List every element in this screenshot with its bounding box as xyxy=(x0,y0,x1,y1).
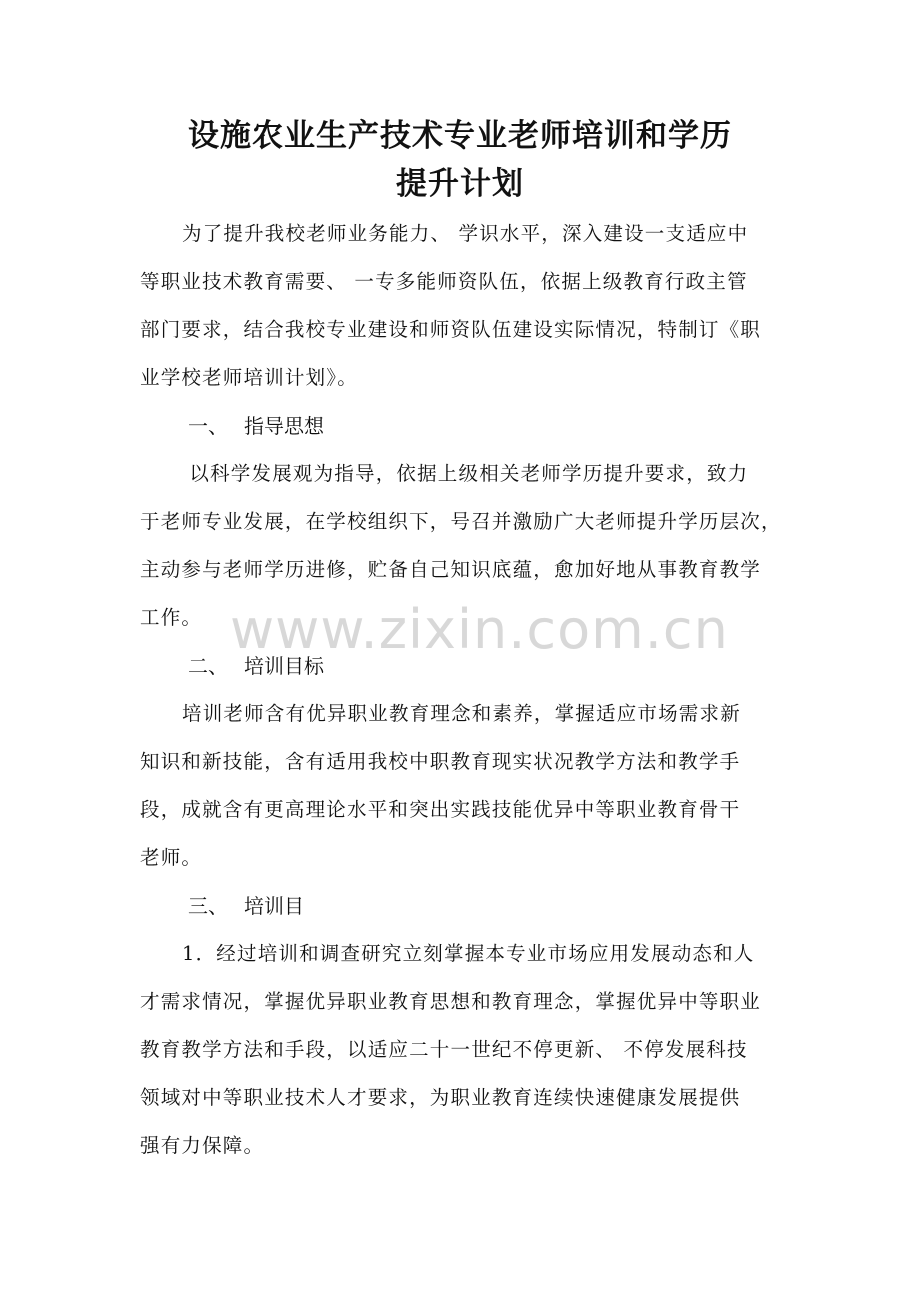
section-3-title: 培训目 xyxy=(244,894,304,918)
section-1-heading xyxy=(188,411,324,441)
section-3-line-2: 才需求情况，掌握优异职业教育思想和教育理念，掌握优异中等职业 xyxy=(140,990,762,1013)
section-3-line-5: 强有力保障。 xyxy=(140,1134,265,1157)
section-2-title: 培训目标 xyxy=(244,654,324,678)
intro-line-2: 等职业技术教育需要、 一专多能师资队伍，依据上级教育行政主管 xyxy=(140,270,748,293)
watermark-text: www.zixin.com.cn xyxy=(230,598,729,661)
section-1-line-2: 于老师专业发展，在学校组织下，号召并激励广大老师提升学历层次， xyxy=(140,510,782,533)
section-3-line-3: 教育教学方法和手段，以适应二十一世纪不停更新、 不停发展科技 xyxy=(140,1038,748,1061)
document-title-line-1: 设施农业生产技术专业老师培训和学历 xyxy=(188,118,732,154)
intro-line-4: 业学校老师培训计划》。 xyxy=(140,366,358,389)
section-3-number: 三、 xyxy=(188,894,228,918)
section-1-number: 一、 xyxy=(188,414,228,438)
section-1-title: 指导思想 xyxy=(244,414,324,438)
section-3-heading xyxy=(188,891,304,921)
document-title-line-2: 提升计划 xyxy=(396,166,524,202)
section-3-line-1: 1．经过培训和调查研究立刻掌握本专业市场应用发展动态和人 xyxy=(182,942,755,965)
section-2-number: 二、 xyxy=(188,654,228,678)
section-2-line-3: 段，成就含有更高理论水平和突出实践技能优异中等职业教育骨干 xyxy=(140,798,741,821)
section-1-line-4: 工作。 xyxy=(140,606,203,629)
section-3-line-4: 领域对中等职业技术人才要求，为职业教育连续快速健康发展提供 xyxy=(140,1086,741,1109)
section-2-line-4: 老师。 xyxy=(140,846,203,869)
section-2-line-2: 知识和新技能，含有适用我校中职教育现实状况教学方法和教学手 xyxy=(140,750,741,773)
section-1-line-1: 以科学发展观为指导，依据上级相关老师学历提升要求，致力 xyxy=(182,462,749,485)
intro-line-1: 为了提升我校老师业务能力、 学识水平，深入建设一支适应中 xyxy=(182,222,749,245)
section-2-line-1: 培训老师含有优异职业教育理念和素养，掌握适应市场需求新 xyxy=(182,702,741,725)
intro-line-3: 部门要求，结合我校专业建设和师资队伍建设实际情况，特制订《职 xyxy=(140,318,762,341)
section-1-line-3: 主动参与老师学历进修，贮备自己知识底蕴，愈加好地从事教育教学 xyxy=(140,558,762,581)
